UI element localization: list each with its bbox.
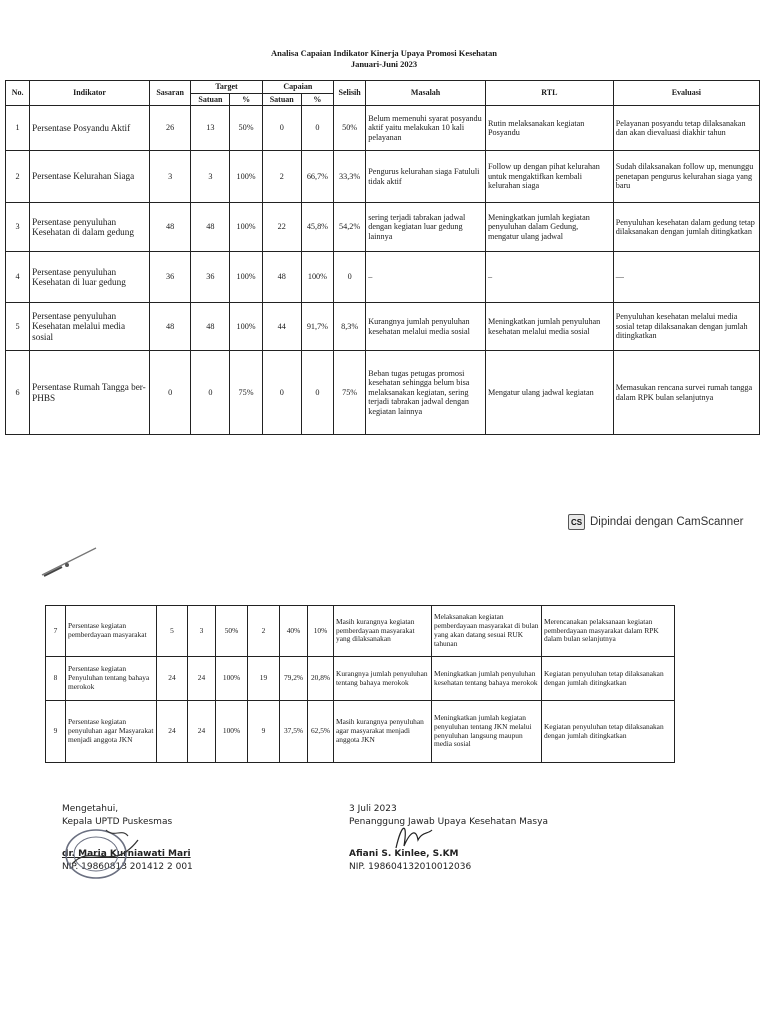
acknowledged-label: Mengetahui,: [62, 804, 119, 814]
row-no: 8: [46, 657, 66, 701]
row-indikator: Persentase penyuluhan Kesehatan melalui media sosial: [30, 303, 150, 351]
signature-block-right: [349, 803, 548, 873]
document-title: Analisa Capaian Indikator Kinerja Upaya Promosi Kesehatan: [271, 48, 497, 58]
row-masalah: Masih kurangnya kegiatan pemberdayaan masyarakat yang dilaksanakan: [334, 606, 432, 657]
row-rtl: Follow up dengan pihat kelurahan untuk mengaktifkan kembali kelurahan siaga: [485, 151, 613, 203]
row-capaian-persen: 91,7%: [301, 303, 333, 351]
official-stamp-icon: [62, 822, 142, 882]
row-no: 5: [6, 303, 30, 351]
row-target-persen: 75%: [230, 351, 262, 435]
row-rtl: Mengatur ulang jadwal kegiatan: [485, 351, 613, 435]
row-evaluasi: Penyuluhan kesehatan dalam gedung tetap dilaksanakan dengan jumlah ditingkatkan: [613, 203, 759, 252]
row-no: 4: [6, 252, 30, 303]
row-target-satuan: 3: [188, 606, 216, 657]
header-masalah: Masalah: [366, 81, 486, 106]
row-selisih: 50%: [334, 106, 366, 151]
table-row: [6, 303, 760, 351]
row-selisih: 8,3%: [334, 303, 366, 351]
row-indikator: Persentase penyuluhan Kesehatan di luar gedung: [30, 252, 150, 303]
row-evaluasi: —: [613, 252, 759, 303]
pen-mark-icon: [40, 545, 100, 579]
row-rtl: –: [485, 252, 613, 303]
table-row: [46, 606, 675, 657]
row-target-satuan: 48: [191, 303, 230, 351]
row-target-satuan: 3: [191, 151, 230, 203]
row-sasaran: 0: [149, 351, 190, 435]
row-capaian-persen: 0: [301, 351, 333, 435]
row-rtl: Meningkatkan jumlah kegiatan penyuluhan tentang JKN melalui penyuluhan langsung maupun media sosial: [432, 701, 542, 763]
row-sasaran: 48: [149, 203, 190, 252]
row-no: 2: [6, 151, 30, 203]
row-capaian-satuan: 9: [248, 701, 280, 763]
row-capaian-persen: 40%: [280, 606, 308, 657]
row-target-persen: 100%: [216, 657, 248, 701]
row-rtl: Rutin melaksanakan kegiatan Posyandu: [485, 106, 613, 151]
row-selisih: 20,8%: [308, 657, 334, 701]
row-rtl: Meningkatkan jumlah penyuluhan kesehatan tentang bahaya merokok: [432, 657, 542, 701]
row-target-satuan: 48: [191, 203, 230, 252]
row-masalah: Pengurus kelurahan siaga Fatululi tidak aktif: [366, 151, 486, 203]
row-indikator: Persentase Posyandu Aktif: [30, 106, 150, 151]
row-selisih: 33,3%: [334, 151, 366, 203]
performance-table-continued: [45, 605, 675, 763]
row-selisih: 10%: [308, 606, 334, 657]
row-capaian-persen: 66,7%: [301, 151, 333, 203]
responsible-nip: NIP. 198604132010012036: [349, 861, 472, 872]
row-target-persen: 100%: [230, 203, 262, 252]
row-target-satuan: 36: [191, 252, 230, 303]
row-sasaran: 36: [149, 252, 190, 303]
row-target-satuan: 24: [188, 657, 216, 701]
row-capaian-persen: 37,5%: [280, 701, 308, 763]
row-target-persen: 100%: [216, 701, 248, 763]
camscanner-watermark: [568, 514, 743, 530]
header-sasaran: Sasaran: [149, 81, 190, 106]
table-row: [46, 657, 675, 701]
head-title: Kepala UPTD Puskesmas: [62, 816, 173, 827]
row-capaian-satuan: 19: [248, 657, 280, 701]
row-capaian-satuan: 22: [262, 203, 301, 252]
row-evaluasi: Sudah dilaksanakan follow up, menunggu penetapan pengurus kelurahan siaga yang baru: [613, 151, 759, 203]
header-rtl: RTL: [485, 81, 613, 106]
table-row: [6, 252, 760, 303]
row-no: 1: [6, 106, 30, 151]
row-sasaran: 24: [157, 657, 188, 701]
row-rtl: Melaksanakan kegiatan pemberdayaan masyarakat di bulan yang akan datang sesuai RUK tahunan: [432, 606, 542, 657]
row-indikator: Persentase kegiatan penyuluhan agar Masyarakat menjadi anggota JKN: [66, 701, 157, 763]
row-target-persen: 50%: [230, 106, 262, 151]
row-evaluasi: Kegiatan penyuluhan tetap dilaksanakan dengan jumlah ditingkatkan: [542, 657, 675, 701]
row-capaian-persen: 0: [301, 106, 333, 151]
row-selisih: 54,2%: [334, 203, 366, 252]
performance-table: [5, 80, 760, 435]
row-capaian-satuan: 0: [262, 106, 301, 151]
row-evaluasi: Pelayanan posyandu tetap dilaksanakan dan akan dievaluasi diakhir tahun: [613, 106, 759, 151]
row-evaluasi: Memasukan rencana survei rumah tangga dalam RPK bulan selanjutnya: [613, 351, 759, 435]
row-sasaran: 5: [157, 606, 188, 657]
row-target-persen: 100%: [230, 303, 262, 351]
row-selisih: 0: [334, 252, 366, 303]
row-masalah: Belum memenuhi syarat posyandu aktif yaitu melakukan 10 kali pelayanan: [366, 106, 486, 151]
handwritten-signature-icon: [388, 818, 438, 854]
row-target-persen: 100%: [230, 252, 262, 303]
row-evaluasi: Merencanakan pelaksanaan kegiatan pemberdayaan masyarakat dalam RPK dalam bulan selanjutnya: [542, 606, 675, 657]
row-capaian-satuan: 0: [262, 351, 301, 435]
row-indikator: Persentase penyuluhan Kesehatan di dalam gedung: [30, 203, 150, 252]
row-indikator: Persentase Kelurahan Siaga: [30, 151, 150, 203]
table-row: [6, 351, 760, 435]
row-masalah: Masih kurangnya penyuluhan agar masyarakat menjadi anggota JKN: [334, 701, 432, 763]
table-row: [46, 701, 675, 763]
row-capaian-satuan: 48: [262, 252, 301, 303]
row-capaian-persen: 100%: [301, 252, 333, 303]
row-no: 7: [46, 606, 66, 657]
header-target-persen: %: [230, 93, 262, 106]
table-row: [6, 203, 760, 252]
row-target-satuan: 24: [188, 701, 216, 763]
row-no: 6: [6, 351, 30, 435]
row-rtl: Meningkatkan jumlah kegiatan penyuluhan dalam Gedung, mengatur ulang jadwal: [485, 203, 613, 252]
row-target-persen: 50%: [216, 606, 248, 657]
row-indikator: Persentase Rumah Tangga ber-PHBS: [30, 351, 150, 435]
row-masalah: Kurangnya jumlah penyuluhan tentang bahaya merokok: [334, 657, 432, 701]
row-capaian-satuan: 2: [262, 151, 301, 203]
table-row: [6, 106, 760, 151]
camscanner-logo-icon: CS: [568, 514, 585, 530]
row-indikator: Persentase kegiatan pemberdayaan masyarakat: [66, 606, 157, 657]
row-evaluasi: Penyuluhan kesehatan melalui media sosial tetap dilaksanakan dengan jumlah ditingkatkan: [613, 303, 759, 351]
header-target-satuan: Satuan: [191, 93, 230, 106]
responsible-name: Afiani S. Kinlee, S.KM: [349, 849, 459, 859]
row-capaian-persen: 79,2%: [280, 657, 308, 701]
row-indikator: Persentase kegiatan Penyuluhan tentang bahaya merokok: [66, 657, 157, 701]
camscanner-label: Dipindai dengan CamScanner: [590, 516, 744, 528]
row-sasaran: 26: [149, 106, 190, 151]
table-row: [6, 151, 760, 203]
row-target-persen: 100%: [230, 151, 262, 203]
row-no: 3: [6, 203, 30, 252]
row-capaian-satuan: 44: [262, 303, 301, 351]
row-no: 9: [46, 701, 66, 763]
head-nip: NIP. 19860813 201412 2 001: [62, 861, 193, 872]
header-capaian-satuan: Satuan: [262, 93, 301, 106]
row-capaian-satuan: 2: [248, 606, 280, 657]
row-masalah: –: [366, 252, 486, 303]
header-capaian-persen: %: [301, 93, 333, 106]
row-rtl: Meningkatkan jumlah penyuluhan kesehatan melalui media sosial: [485, 303, 613, 351]
row-selisih: 62,5%: [308, 701, 334, 763]
row-capaian-persen: 45,8%: [301, 203, 333, 252]
document-period: Januari-Juni 2023: [350, 59, 418, 69]
row-sasaran: 24: [157, 701, 188, 763]
header-selisih: Selisih: [334, 81, 366, 106]
header-capaian: Capaian: [262, 81, 333, 94]
header-target: Target: [191, 81, 262, 94]
head-name: dr. Maria Kurniawati Mari: [62, 849, 191, 859]
header-no: No.: [6, 81, 30, 106]
row-masalah: Kurangnya jumlah penyuluhan kesehatan melalui media sosial: [366, 303, 486, 351]
header-indikator: Indikator: [30, 81, 150, 106]
responsible-title: Penanggung Jawab Upaya Kesehatan Masya: [349, 816, 548, 827]
row-masalah: sering terjadi tabrakan jadwal dengan kegiatan luar gedung lainnya: [366, 203, 486, 252]
row-selisih: 75%: [334, 351, 366, 435]
row-masalah: Beban tugas petugas promosi kesehatan sehingga belum bisa melaksanakan kegiatan, sering terjadi tabrakan jadwal dengan kegiatan lainnya: [366, 351, 486, 435]
row-sasaran: 3: [149, 151, 190, 203]
signature-date: 3 Juli 2023: [349, 804, 397, 814]
row-target-satuan: 13: [191, 106, 230, 151]
row-evaluasi: Kegiatan penyuluhan tetap dilaksanakan dengan jumlah ditingkatkan: [542, 701, 675, 763]
row-sasaran: 48: [149, 303, 190, 351]
row-target-satuan: 0: [191, 351, 230, 435]
header-evaluasi: Evaluasi: [613, 81, 759, 106]
